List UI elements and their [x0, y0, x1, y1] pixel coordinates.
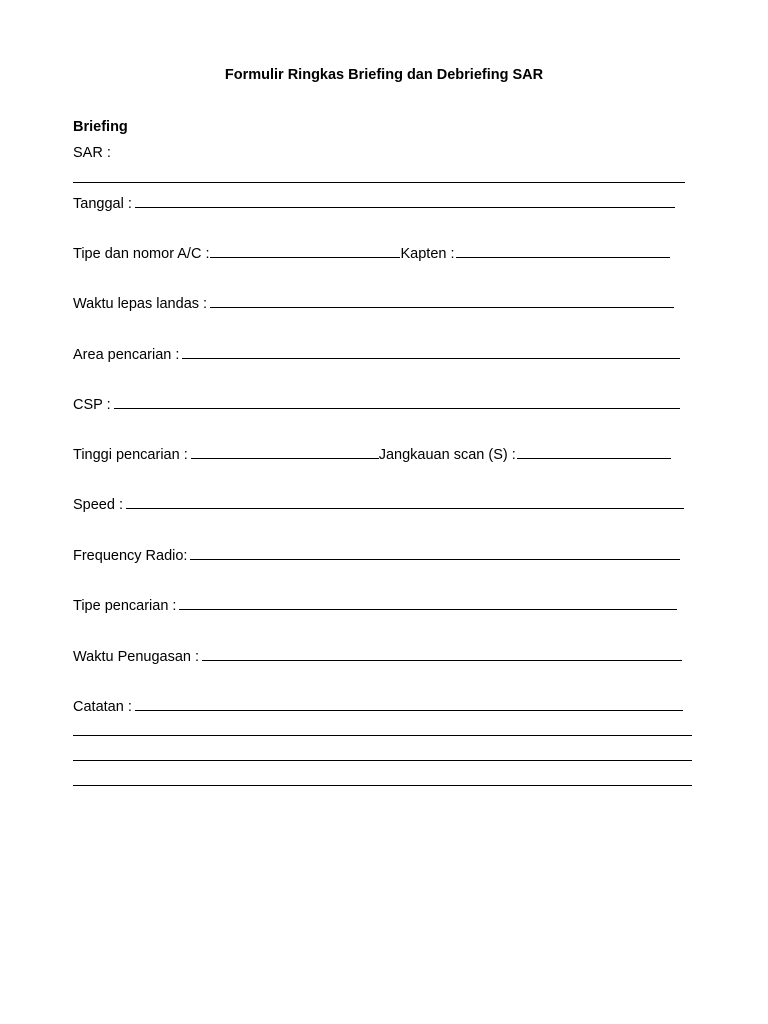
field-sar-blank[interactable]: [73, 170, 685, 188]
blank-line[interactable]: [73, 773, 692, 786]
field-label-tipe-nomor-ac: Tipe dan nomor A/C :: [73, 246, 210, 262]
field-area-pencarian: [73, 346, 680, 364]
field-label-area-pencarian: Area pencarian :: [73, 347, 180, 363]
blank-line[interactable]: [73, 748, 692, 761]
field-csp: [73, 396, 680, 414]
field-tanggal: [73, 195, 675, 213]
field-sar: [73, 144, 111, 162]
blank-line[interactable]: [73, 723, 692, 736]
field-label-tinggi-pencarian: Tinggi pencarian :: [73, 447, 188, 463]
field-label-sar: SAR :: [73, 145, 111, 161]
blank-line[interactable]: [126, 496, 684, 509]
field-tipe-nomor-ac: [73, 245, 670, 263]
field-label-waktu-penugasan: Waktu Penugasan :: [73, 649, 200, 665]
field-label-kapten: Kapten :: [400, 246, 455, 262]
field-catatan-blank-2[interactable]: [73, 748, 692, 766]
field-waktu-lepas-landas: [73, 295, 674, 313]
field-catatan-blank-1[interactable]: [73, 723, 692, 741]
blank-line[interactable]: [73, 170, 685, 183]
field-frequency-radio: [73, 547, 680, 565]
document-title: Formulir Ringkas Briefing dan Debriefing SAR: [224, 67, 544, 83]
blank-line[interactable]: [135, 698, 683, 711]
blank-line[interactable]: [202, 648, 682, 661]
blank-line[interactable]: [179, 597, 677, 610]
field-label-waktu-lepas-landas: Waktu lepas landas :: [73, 296, 208, 312]
field-label-tipe-pencarian: Tipe pencarian :: [73, 598, 177, 614]
blank-line[interactable]: [182, 346, 680, 359]
field-tinggi-pencarian: [73, 446, 671, 464]
blank-line[interactable]: [210, 295, 674, 308]
field-label-csp: CSP :: [73, 397, 111, 413]
blank-line[interactable]: [135, 195, 675, 208]
field-catatan-blank-3[interactable]: [73, 773, 692, 791]
field-label-jangkauan-scan: Jangkauan scan (S) :: [378, 447, 516, 463]
field-label-catatan: Catatan :: [73, 699, 132, 715]
field-catatan: [73, 698, 683, 716]
field-waktu-penugasan: [73, 648, 682, 666]
field-label-frequency-radio: Frequency Radio:: [73, 548, 188, 564]
field-speed: [73, 496, 684, 514]
blank-line[interactable]: [456, 245, 670, 258]
blank-line[interactable]: [190, 547, 680, 560]
blank-line[interactable]: [210, 245, 400, 258]
blank-line[interactable]: [191, 446, 379, 459]
field-label-speed: Speed :: [73, 497, 123, 513]
blank-line[interactable]: [114, 396, 680, 409]
blank-line[interactable]: [517, 446, 671, 459]
field-tipe-pencarian: [73, 597, 677, 615]
field-label-tanggal: Tanggal :: [73, 196, 132, 212]
section-heading-briefing: Briefing: [73, 119, 128, 135]
